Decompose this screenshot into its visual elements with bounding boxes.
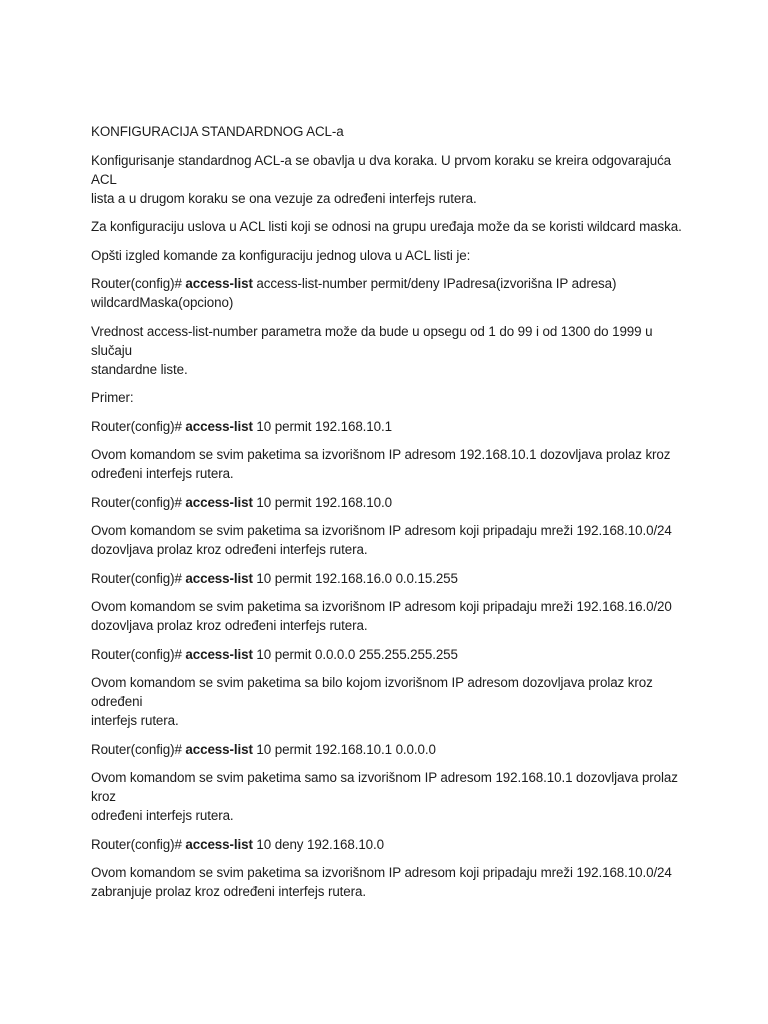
command-keyword: access-list — [185, 494, 253, 510]
intro-paragraph — [91, 151, 688, 208]
command-prompt: Router(config)# — [91, 741, 186, 757]
description-line: određeni interfejs rutera. — [91, 466, 234, 481]
syntax-command — [91, 274, 688, 312]
command-prompt: Router(config)# — [91, 276, 186, 291]
range-note — [91, 322, 688, 379]
command-prompt: Router(config)# — [91, 646, 186, 662]
command-keyword: access-list — [185, 570, 253, 586]
description-line: određeni interfejs rutera. — [91, 808, 234, 823]
general-form-intro: Opšti izgled komande za konfiguraciju jednog ulova u ACL listi je: — [91, 247, 471, 263]
command-args: access-list-number permit/deny IPadresa(izvorišna IP adresa) — [252, 276, 617, 291]
example-description — [91, 445, 688, 483]
command-keyword: access-list — [185, 418, 253, 434]
example-description — [91, 597, 688, 635]
example-command — [91, 493, 688, 512]
description-line: interfejs rutera. — [91, 713, 179, 728]
command-args: 10 permit 192.168.16.0 0.0.15.255 — [252, 570, 458, 586]
command-keyword: access-list — [185, 276, 253, 291]
command-keyword: access-list — [185, 836, 253, 852]
command-prompt: Router(config)# — [91, 570, 186, 586]
example-command — [91, 417, 688, 436]
command-prompt: Router(config)# — [91, 836, 186, 852]
example-command — [91, 645, 688, 664]
example-command — [91, 835, 688, 854]
example-description — [91, 521, 688, 559]
example-description — [91, 673, 688, 730]
command-args: 10 permit 192.168.10.0 — [252, 494, 392, 510]
description-line: Ovom komandom se svim paketima samo sa izvorišnom IP adresom 192.168.10.1 dozovljava prolaz kroz — [91, 770, 678, 804]
document-title: KONFIGURACIJA STANDARDNOG ACL-a — [91, 124, 344, 139]
intro-line: lista a u drugom koraku se ona vezuje za određeni interfejs rutera. — [91, 190, 477, 206]
command-args: 10 deny 192.168.10.0 — [252, 836, 384, 852]
intro-line: Konfigurisanje standardnog ACL-a se obavlja u dva koraka. U prvom koraku se kreira odgovarajuća ACL — [91, 152, 672, 187]
example-label: Primer: — [91, 390, 134, 405]
range-line: Vrednost access-list-number parametra može da bude u opsegu od 1 do 99 i od 1300 do 1999 u slučaju — [91, 323, 653, 358]
description-line: Ovom komandom se svim paketima sa izvorišnom IP adresom koji pripadaju mreži 192.168.10.0/24 — [91, 865, 672, 880]
command-keyword: access-list — [185, 741, 253, 757]
example-description — [91, 863, 688, 901]
description-line: Ovom komandom se svim paketima sa izvorišnom IP adresom koji pripadaju mreži 192.168.16.0/20 — [91, 599, 672, 614]
command-prompt: Router(config)# — [91, 418, 186, 434]
example-description — [91, 768, 688, 825]
command-keyword: access-list — [185, 646, 253, 662]
range-line: standardne liste. — [91, 361, 188, 377]
example-command — [91, 569, 688, 588]
command-args: 10 permit 192.168.10.1 — [252, 418, 392, 434]
example-command — [91, 740, 688, 759]
wildcard-note: Za konfiguraciju uslova u ACL listi koji se odnosi na grupu uređaja može da se koristi wildcard maska. — [91, 219, 682, 234]
command-args: 10 permit 0.0.0.0 255.255.255.255 — [252, 646, 458, 662]
description-line: Ovom komandom se svim paketima sa bilo kojom izvorišnom IP adresom dozovljava prolaz kroz određeni — [91, 675, 653, 709]
command-prompt: Router(config)# — [91, 494, 186, 510]
syntax-line: wildcardMaska(opciono) — [91, 295, 234, 310]
syntax-line — [91, 274, 688, 293]
description-line: Ovom komandom se svim paketima sa izvorišnom IP adresom 192.168.10.1 dozovljava prolaz kroz — [91, 447, 671, 462]
description-line: Ovom komandom se svim paketima sa izvorišnom IP adresom koji pripadaju mreži 192.168.10.0/24 — [91, 523, 672, 538]
description-line: zabranjuje prolaz kroz određeni interfejs rutera. — [91, 884, 366, 899]
description-line: dozovljava prolaz kroz određeni interfejs rutera. — [91, 618, 368, 633]
command-args: 10 permit 192.168.10.1 0.0.0.0 — [252, 741, 436, 757]
description-line: dozovljava prolaz kroz određeni interfejs rutera. — [91, 542, 368, 557]
